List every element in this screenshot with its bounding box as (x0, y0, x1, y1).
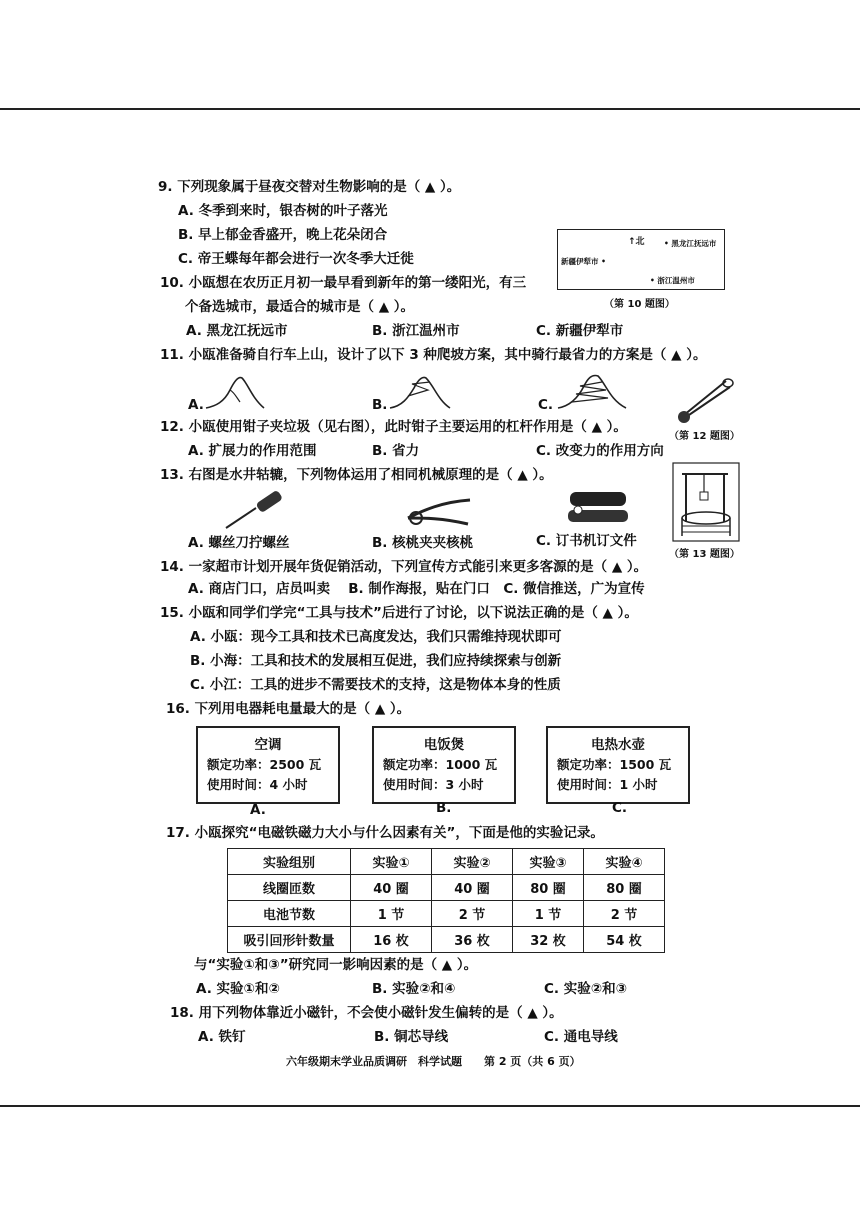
table-header-cell: 实验④ (584, 849, 665, 875)
table-header-cell: 实验② (432, 849, 513, 875)
q9-option-b: B. 早上郁金香盛开，晚上花朵闭合 (178, 227, 388, 243)
q9-stem: 9. 下列现象属于昼夜交替对生物影响的是（ ▲ ）。 (158, 179, 461, 195)
q12-option-a: A. 扩展力的作用范围 (188, 443, 317, 459)
q13-stem: 13. 右图是水井轱辘，下列物体运用了相同机械原理的是（ ▲ ）。 (160, 467, 553, 483)
q13-caption: （第 13 题图） (669, 549, 740, 560)
table-cell: 32 枚 (513, 927, 584, 953)
table-cell: 2 节 (584, 901, 665, 927)
card-label-c: C. (612, 800, 628, 816)
q12-option-b: B. 省力 (372, 443, 420, 459)
hill-route-a-icon (204, 372, 266, 412)
top-rule (0, 108, 860, 110)
card-power: 额定功率：1500 瓦 (557, 757, 672, 772)
q9-option-a: A. 冬季到来时，银杏树的叶子落光 (178, 203, 388, 219)
q17-option-c: C. 实验②和③ (544, 981, 628, 997)
q18-option-b: B. 铜芯导线 (374, 1029, 449, 1045)
q10-option-c: C. 新疆伊犁市 (536, 323, 624, 339)
appliance-card-c (546, 726, 690, 804)
q13-option-b: B. 核桃夹夹核桃 (372, 535, 474, 551)
tongs-icon (674, 373, 736, 425)
q17-option-a: A. 实验①和② (196, 981, 280, 997)
q10-option-b: B. 浙江温州市 (372, 323, 460, 339)
q15-option-b: B. 小海：工具和技术的发展相互促进，我们应持续探索与创新 (190, 653, 562, 669)
q15-option-a: A. 小瓯：现今工具和技术已高度发达，我们只需维持现状即可 (190, 629, 562, 645)
q11-option-c: C. (538, 397, 554, 413)
page-footer: 六年级期末学业品质调研 科学试题 第 2 页（共 6 页） (286, 1055, 581, 1068)
q15-option-c: C. 小江：工具的进步不需要技术的支持，这是物体本身的性质 (190, 677, 561, 693)
q11-stem: 11. 小瓯准备骑自行车上山，设计了以下 3 种爬坡方案，其中骑行最省力的方案是（ ▲ ）。 (160, 347, 707, 363)
appliance-card-a (196, 726, 340, 804)
q11-option-b: B. (372, 397, 388, 413)
table-row (228, 901, 665, 927)
card-label-a: A. (250, 802, 266, 818)
q10-stem-line2: 个备选城市，最适合的城市是（ ▲ ）。 (185, 299, 415, 315)
table-row (228, 927, 665, 953)
q10-option-a: A. 黑龙江抚远市 (186, 323, 288, 339)
map-city-wenzhou: • 浙江温州市 (650, 276, 695, 285)
table-cell: 40 圈 (351, 875, 432, 901)
hill-route-c-icon (556, 370, 628, 412)
table-cell: 线圈匝数 (228, 875, 351, 901)
q13-option-a: A. 螺丝刀拧螺丝 (188, 535, 290, 551)
q18-option-c: C. 通电导线 (544, 1029, 618, 1045)
table-cell: 吸引回形针数量 (228, 927, 351, 953)
bottom-rule (0, 1105, 860, 1107)
q12-stem: 12. 小瓯使用钳子夹垃圾（见右图），此时钳子主要运用的杠杆作用是（ ▲ ）。 (160, 419, 627, 435)
table-row (228, 875, 665, 901)
card-title: 电热水壶 (591, 737, 645, 753)
table-header-cell: 实验③ (513, 849, 584, 875)
q13-option-c: C. 订书机订文件 (536, 533, 637, 549)
table-cell: 电池节数 (228, 901, 351, 927)
map-north-label: ↑北 (628, 237, 645, 247)
experiment-table (227, 848, 665, 953)
table-cell: 80 圈 (513, 875, 584, 901)
card-title: 电饭煲 (423, 737, 465, 753)
stapler-icon (566, 488, 630, 526)
table-header-row (228, 849, 665, 875)
q15-stem: 15. 小瓯和同学们学完“工具与技术”后进行了讨论，以下说法正确的是（ ▲ ）。 (160, 605, 638, 621)
q17-stem: 17. 小瓯探究“电磁铁磁力大小与什么因素有关”，下面是他的实验记录。 (166, 825, 604, 841)
appliance-card-b (372, 726, 516, 804)
table-cell: 1 节 (513, 901, 584, 927)
nutcracker-icon (402, 488, 474, 530)
q9-option-c: C. 帝王蝶每年都会进行一次冬季大迁徙 (178, 251, 414, 267)
q12-caption: （第 12 题图） (669, 431, 740, 442)
table-header-cell: 实验组别 (228, 849, 351, 875)
q16-stem: 16. 下列用电器耗电量最大的是（ ▲ ）。 (166, 701, 411, 717)
q14-options: A. 商店门口，店员叫卖 B. 制作海报，贴在门口 C. 微信推送，广为宣传 (188, 581, 645, 597)
card-power: 额定功率：1000 瓦 (383, 757, 498, 772)
q10-map (557, 229, 725, 290)
table-header-cell: 实验① (351, 849, 432, 875)
q18-option-a: A. 铁钉 (198, 1029, 246, 1045)
screwdriver-icon (222, 486, 288, 532)
q10-stem-line1: 10. 小瓯想在农历正月初一最早看到新年的第一缕阳光，有三 (160, 275, 527, 291)
table-cell: 1 节 (351, 901, 432, 927)
map-city-yili: 新疆伊犁市 • (561, 257, 606, 266)
card-time: 使用时间：4 小时 (207, 777, 308, 792)
q11-option-a: A. (188, 397, 204, 413)
card-label-b: B. (436, 800, 452, 816)
well-windlass-icon (672, 462, 740, 542)
hill-route-b-icon (388, 372, 452, 412)
q17-sub-question: 与“实验①和③”研究同一影响因素的是（ ▲ ）。 (194, 957, 478, 973)
q12-option-c: C. 改变力的作用方向 (536, 443, 664, 459)
table-cell: 2 节 (432, 901, 513, 927)
table-cell: 36 枚 (432, 927, 513, 953)
card-title: 空调 (254, 737, 282, 753)
card-power: 额定功率：2500 瓦 (207, 757, 322, 772)
table-cell: 54 枚 (584, 927, 665, 953)
q14-stem: 14. 一家超市计划开展年货促销活动，下列宣传方式能引来更多客源的是（ ▲ ）。 (160, 559, 648, 575)
card-time: 使用时间：3 小时 (383, 777, 484, 792)
map-city-fuyuan: • 黑龙江抚远市 (664, 239, 717, 248)
q18-stem: 18. 用下列物体靠近小磁针，不会使小磁针发生偏转的是（ ▲ ）。 (170, 1005, 563, 1021)
q17-option-b: B. 实验②和④ (372, 981, 456, 997)
table-cell: 40 圈 (432, 875, 513, 901)
card-time: 使用时间：1 小时 (557, 777, 658, 792)
table-cell: 80 圈 (584, 875, 665, 901)
table-cell: 16 枚 (351, 927, 432, 953)
q10-caption: （第 10 题图） (604, 299, 675, 310)
